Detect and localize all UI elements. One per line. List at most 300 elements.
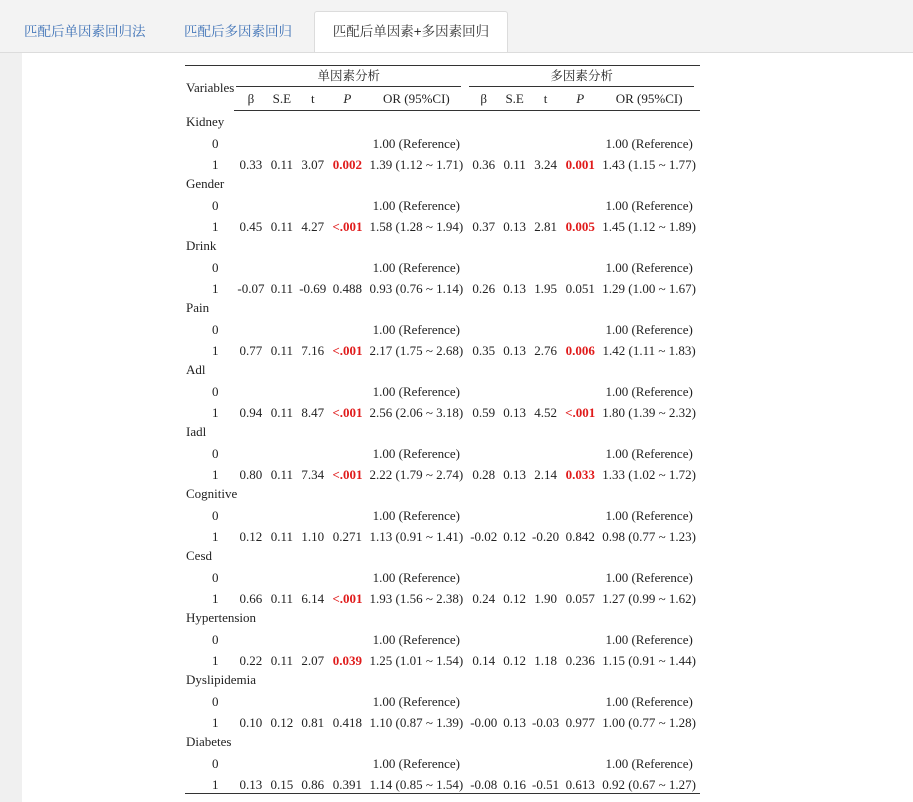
se-univariate: 0.11 <box>270 281 293 296</box>
p-value-multivariate: <.001 <box>565 405 596 420</box>
level-row <box>185 710 700 732</box>
empty-cell <box>467 192 500 214</box>
level-row <box>185 214 700 236</box>
or-ci-univariate: 1.39 (1.12 ~ 1.71) <box>369 157 464 172</box>
empty-cell <box>500 254 529 276</box>
empty-cell <box>267 626 296 648</box>
t-univariate: 8.47 <box>301 405 325 420</box>
beta-univariate: 0.10 <box>239 715 263 730</box>
or-ci-univariate: 2.22 (1.79 ~ 2.74) <box>369 467 464 482</box>
level-label: 0 <box>212 445 219 461</box>
tab-uni-plus-multivariate[interactable]: 匹配后单因素+多因素回归 <box>314 11 508 54</box>
or-ci-multivariate: 1.00 (Reference) <box>605 631 693 647</box>
beta-univariate: 0.13 <box>234 772 267 794</box>
empty-cell <box>467 750 500 772</box>
level-label: 0 <box>212 321 219 337</box>
empty-cell <box>329 440 365 462</box>
se-univariate: 0.11 <box>270 467 293 482</box>
reference-level-row <box>185 316 700 338</box>
empty-cell <box>467 316 500 338</box>
empty-cell <box>296 440 329 462</box>
level-label: 1 <box>212 529 219 544</box>
empty-cell <box>267 564 296 586</box>
empty-cell <box>562 316 598 338</box>
empty-cell <box>529 378 562 400</box>
reference-level-row <box>185 750 700 772</box>
or-ci-multivariate: 1.43 (1.15 ~ 1.77) <box>602 157 696 172</box>
or-ci-univariate: 1.25 (1.01 ~ 1.54) <box>369 653 464 668</box>
t-univariate: 1.10 <box>301 529 325 544</box>
univariate-group-label: 单因素分析 <box>236 68 461 87</box>
empty-cell <box>234 564 267 586</box>
empty-cell <box>267 254 296 276</box>
empty-cell <box>500 192 529 214</box>
empty-cell <box>529 192 562 214</box>
or-ci-univariate: 0.93 (0.76 ~ 1.14) <box>369 281 464 296</box>
or-ci-multivariate: 1.29 (1.00 ~ 1.67) <box>602 281 696 296</box>
variable-row <box>185 235 700 254</box>
empty-cell <box>234 192 267 214</box>
variable-name: Pain <box>186 300 210 315</box>
empty-cell <box>500 750 529 772</box>
column-header: t <box>296 88 329 111</box>
se-univariate: 0.11 <box>270 653 293 668</box>
or-ci-multivariate: 1.80 (1.39 ~ 2.32) <box>602 405 696 420</box>
or-ci-univariate: 1.00 (Reference) <box>372 321 460 337</box>
or-ci-multivariate: 1.42 (1.11 ~ 1.83) <box>602 343 696 358</box>
or-ci-univariate: 1.00 (Reference) <box>372 259 460 275</box>
empty-cell <box>467 254 500 276</box>
empty-cell <box>529 130 562 152</box>
level-label: 0 <box>212 197 219 213</box>
empty-cell <box>562 378 598 400</box>
se-multivariate: 0.13 <box>503 281 527 296</box>
variable-row <box>185 669 700 688</box>
level-label: 0 <box>212 631 219 647</box>
beta-multivariate: 0.36 <box>472 157 496 172</box>
column-header: β <box>234 88 267 111</box>
t-univariate: 4.27 <box>301 219 325 234</box>
se-multivariate: 0.13 <box>503 219 527 234</box>
tab-multivariate-after-matching[interactable]: 匹配后多因素回归 <box>184 24 292 39</box>
level-row <box>185 772 700 794</box>
level-label: 0 <box>212 755 219 771</box>
empty-cell <box>267 378 296 400</box>
or-ci-multivariate: 1.00 (Reference) <box>605 259 693 275</box>
se-univariate: 0.12 <box>270 715 294 730</box>
empty-cell <box>562 564 598 586</box>
p-value-univariate: <.001 <box>332 591 363 606</box>
column-header: P <box>562 88 598 111</box>
t-univariate: 6.14 <box>301 591 325 606</box>
empty-cell <box>234 440 267 462</box>
beta-univariate: 0.22 <box>239 653 263 668</box>
level-label: 1 <box>212 157 219 172</box>
empty-cell <box>329 626 365 648</box>
p-value-multivariate: 0.005 <box>565 219 595 234</box>
or-ci-multivariate: 1.00 (Reference) <box>605 755 693 771</box>
or-ci-univariate: 1.00 (Reference) <box>372 383 460 399</box>
variable-name: Cognitive <box>186 486 238 501</box>
empty-cell <box>296 750 329 772</box>
empty-cell <box>467 378 500 400</box>
level-label: 0 <box>212 507 219 523</box>
or-ci-univariate: 1.00 (Reference) <box>372 445 460 461</box>
empty-cell <box>529 688 562 710</box>
empty-cell <box>500 440 529 462</box>
empty-cell <box>529 750 562 772</box>
empty-cell <box>329 316 365 338</box>
beta-univariate: 0.66 <box>239 591 263 606</box>
empty-cell <box>296 626 329 648</box>
se-univariate: 0.11 <box>270 157 293 172</box>
p-value-univariate: 0.488 <box>332 281 363 296</box>
variable-row <box>185 359 700 378</box>
or-ci-multivariate: 1.00 (Reference) <box>605 197 693 213</box>
empty-cell <box>329 564 365 586</box>
empty-cell <box>562 254 598 276</box>
or-ci-multivariate: 0.98 (0.77 ~ 1.23) <box>602 529 696 544</box>
se-univariate: 0.11 <box>270 405 293 420</box>
level-label: 0 <box>212 259 219 275</box>
empty-cell <box>329 378 365 400</box>
column-subheader-row <box>185 88 700 111</box>
beta-multivariate: 0.26 <box>472 281 496 296</box>
table-body <box>185 111 700 794</box>
beta-univariate: 0.33 <box>239 157 263 172</box>
empty-cell <box>467 130 500 152</box>
empty-cell <box>234 626 267 648</box>
empty-cell <box>467 688 500 710</box>
se-univariate: 0.11 <box>270 529 293 544</box>
variable-name: Hypertension <box>186 610 257 625</box>
p-value-multivariate: 0.033 <box>565 467 595 482</box>
t-multivariate: 1.95 <box>534 281 557 296</box>
or-ci-univariate: 2.17 (1.75 ~ 2.68) <box>369 343 464 358</box>
variable-row <box>185 545 700 564</box>
p-value-univariate: <.001 <box>332 343 363 358</box>
empty-cell <box>562 502 598 524</box>
beta-univariate: 0.12 <box>239 529 263 544</box>
empty-cell <box>234 316 267 338</box>
empty-cell <box>467 564 500 586</box>
empty-cell <box>267 750 296 772</box>
or-ci-multivariate: 1.00 (Reference) <box>605 445 693 461</box>
empty-cell <box>267 440 296 462</box>
level-label: 1 <box>212 467 219 482</box>
t-multivariate: -0.20 <box>532 529 560 544</box>
empty-cell <box>500 626 529 648</box>
or-ci-multivariate: 1.00 (Reference) <box>605 383 693 399</box>
t-multivariate: 2.14 <box>534 467 557 482</box>
t-multivariate: 1.90 <box>534 591 557 606</box>
beta-multivariate: 0.24 <box>472 591 496 606</box>
level-row <box>185 400 700 422</box>
se-univariate: 0.15 <box>267 772 296 794</box>
empty-cell <box>529 440 562 462</box>
empty-cell <box>500 130 529 152</box>
p-value-univariate: 0.002 <box>332 157 363 172</box>
empty-cell <box>500 316 529 338</box>
p-value-univariate: <.001 <box>332 467 363 482</box>
beta-univariate: 0.80 <box>239 467 263 482</box>
level-row <box>185 524 700 546</box>
variable-name: Cesd <box>186 548 212 563</box>
level-label: 1 <box>212 653 219 668</box>
se-multivariate: 0.13 <box>503 467 527 482</box>
variable-row <box>185 607 700 626</box>
column-header: β <box>467 88 500 111</box>
beta-univariate: -0.07 <box>237 281 265 296</box>
empty-cell <box>329 130 365 152</box>
or-ci-univariate: 1.00 (Reference) <box>372 507 460 523</box>
level-label: 0 <box>212 693 219 709</box>
t-multivariate: -0.03 <box>532 715 560 730</box>
or-ci-univariate: 1.00 (Reference) <box>372 755 460 771</box>
variable-name: Dyslipidemia <box>186 672 257 687</box>
or-ci-univariate: 1.13 (0.91 ~ 1.41) <box>369 529 464 544</box>
empty-cell <box>329 750 365 772</box>
variable-row <box>185 173 700 192</box>
empty-cell <box>267 688 296 710</box>
p-value-multivariate: 0.051 <box>565 281 595 296</box>
or-ci-multivariate: 1.15 (0.91 ~ 1.44) <box>602 653 696 668</box>
level-label: 1 <box>212 343 219 358</box>
or-ci-multivariate: 1.45 (1.12 ~ 1.89) <box>602 219 696 234</box>
variable-row <box>185 731 700 750</box>
empty-cell <box>529 564 562 586</box>
t-univariate: 0.86 <box>296 772 329 794</box>
or-ci-multivariate: 1.00 (Reference) <box>605 693 693 709</box>
variable-name: Kidney <box>186 114 225 129</box>
t-multivariate: -0.51 <box>529 772 562 794</box>
p-value-multivariate: 0.236 <box>565 653 595 668</box>
or-ci-multivariate: 1.00 (Reference) <box>605 135 693 151</box>
se-multivariate: 0.12 <box>503 529 527 544</box>
p-value-univariate: 0.271 <box>332 529 363 544</box>
multivariate-group-label: 多因素分析 <box>469 68 694 87</box>
regression-results-table <box>185 65 700 794</box>
variable-row <box>185 297 700 316</box>
level-label: 0 <box>212 383 219 399</box>
column-header: P <box>329 88 365 111</box>
p-value-univariate: 0.391 <box>329 772 365 794</box>
empty-cell <box>234 254 267 276</box>
level-row <box>185 152 700 174</box>
reference-level-row <box>185 626 700 648</box>
empty-cell <box>234 378 267 400</box>
variable-row <box>185 421 700 440</box>
variable-name: Adl <box>186 362 206 377</box>
or-ci-univariate: 1.10 (0.87 ~ 1.39) <box>369 715 464 730</box>
level-row <box>185 586 700 608</box>
level-row <box>185 338 700 360</box>
left-gutter <box>0 53 22 802</box>
beta-multivariate: -0.02 <box>470 529 498 544</box>
se-multivariate: 0.13 <box>503 715 527 730</box>
level-label: 1 <box>185 772 234 794</box>
level-label: 1 <box>212 219 219 234</box>
empty-cell <box>500 688 529 710</box>
p-value-multivariate: 0.613 <box>562 772 598 794</box>
variable-name: Iadl <box>186 424 207 439</box>
empty-cell <box>467 626 500 648</box>
empty-cell <box>267 130 296 152</box>
multivariate-group-header <box>467 66 700 89</box>
empty-cell <box>234 750 267 772</box>
p-value-multivariate: 0.001 <box>565 157 595 172</box>
se-multivariate: 0.12 <box>503 591 527 606</box>
beta-multivariate: 0.28 <box>472 467 496 482</box>
empty-cell <box>296 192 329 214</box>
empty-cell <box>529 502 562 524</box>
tab-univariate-after-matching[interactable]: 匹配后单因素回归法 <box>24 24 146 39</box>
level-label: 0 <box>212 569 219 585</box>
se-multivariate: 0.12 <box>503 653 527 668</box>
t-multivariate: 1.18 <box>534 653 557 668</box>
empty-cell <box>234 688 267 710</box>
empty-cell <box>562 130 598 152</box>
reference-level-row <box>185 564 700 586</box>
variable-name: Gender <box>186 176 225 191</box>
univariate-group-header <box>234 66 467 89</box>
beta-multivariate: -0.00 <box>470 715 498 730</box>
level-row <box>185 462 700 484</box>
empty-cell <box>500 378 529 400</box>
empty-cell <box>329 254 365 276</box>
p-value-univariate: 0.418 <box>332 715 363 730</box>
beta-multivariate: 0.37 <box>472 219 496 234</box>
t-multivariate: 2.81 <box>534 219 557 234</box>
or-ci-multivariate: 1.00 (0.77 ~ 1.28) <box>602 715 696 730</box>
se-multivariate: 0.11 <box>503 157 526 172</box>
or-ci-univariate: 2.56 (2.06 ~ 3.18) <box>369 405 464 420</box>
reference-level-row <box>185 502 700 524</box>
or-ci-univariate: 1.14 (0.85 ~ 1.54) <box>365 772 467 794</box>
t-multivariate: 4.52 <box>534 405 557 420</box>
empty-cell <box>329 192 365 214</box>
empty-cell <box>500 564 529 586</box>
reference-level-row <box>185 130 700 152</box>
empty-cell <box>296 254 329 276</box>
empty-cell <box>562 688 598 710</box>
reference-level-row <box>185 254 700 276</box>
reference-level-row <box>185 378 700 400</box>
variable-name: Drink <box>186 238 217 253</box>
p-value-univariate: <.001 <box>332 405 363 420</box>
t-univariate: 2.07 <box>301 653 325 668</box>
empty-cell <box>234 130 267 152</box>
empty-cell <box>529 316 562 338</box>
or-ci-univariate: 1.00 (Reference) <box>372 631 460 647</box>
empty-cell <box>296 316 329 338</box>
reference-level-row <box>185 688 700 710</box>
t-univariate: 0.81 <box>301 715 325 730</box>
empty-cell <box>562 440 598 462</box>
empty-cell <box>234 502 267 524</box>
empty-cell <box>562 192 598 214</box>
t-multivariate: 3.24 <box>534 157 557 172</box>
empty-cell <box>500 502 529 524</box>
variable-name: Diabetes <box>186 734 232 749</box>
or-ci-multivariate: 1.00 (Reference) <box>605 569 693 585</box>
se-multivariate: 0.13 <box>503 343 527 358</box>
empty-cell <box>529 254 562 276</box>
or-ci-multivariate: 1.00 (Reference) <box>605 507 693 523</box>
or-ci-univariate: 1.58 (1.28 ~ 1.94) <box>369 219 464 234</box>
se-univariate: 0.11 <box>270 591 293 606</box>
beta-univariate: 0.77 <box>239 343 263 358</box>
empty-cell <box>296 688 329 710</box>
level-label: 1 <box>212 405 219 420</box>
level-label: 1 <box>212 591 219 606</box>
variable-row <box>185 483 700 502</box>
reference-level-row <box>185 192 700 214</box>
beta-univariate: 0.45 <box>239 219 263 234</box>
empty-cell <box>529 626 562 648</box>
level-label: 1 <box>212 715 219 730</box>
or-ci-univariate: 1.93 (1.56 ~ 2.38) <box>369 591 464 606</box>
or-ci-multivariate: 1.00 (Reference) <box>605 321 693 337</box>
level-row <box>185 648 700 670</box>
column-header: OR (95%CI) <box>598 88 700 111</box>
p-value-univariate: 0.039 <box>332 653 363 668</box>
or-ci-multivariate: 1.27 (0.99 ~ 1.62) <box>602 591 696 606</box>
column-header: OR (95%CI) <box>365 88 467 111</box>
t-univariate: -0.69 <box>299 281 327 296</box>
se-univariate: 0.11 <box>270 343 293 358</box>
t-multivariate: 2.76 <box>534 343 557 358</box>
t-univariate: 3.07 <box>301 157 325 172</box>
se-univariate: 0.11 <box>270 219 293 234</box>
empty-cell <box>329 688 365 710</box>
empty-cell <box>267 316 296 338</box>
level-label: 1 <box>212 281 219 296</box>
empty-cell <box>296 502 329 524</box>
empty-cell <box>562 750 598 772</box>
beta-multivariate: 0.35 <box>472 343 496 358</box>
empty-cell <box>562 626 598 648</box>
beta-univariate: 0.94 <box>239 405 263 420</box>
or-ci-univariate: 1.00 (Reference) <box>372 197 460 213</box>
reference-level-row <box>185 440 700 462</box>
or-ci-multivariate: 1.33 (1.02 ~ 1.72) <box>602 467 696 482</box>
or-ci-univariate: 1.00 (Reference) <box>372 135 460 151</box>
or-ci-multivariate: 0.92 (0.67 ~ 1.27) <box>598 772 700 794</box>
variables-header: Variables <box>185 66 234 111</box>
p-value-univariate: <.001 <box>332 219 363 234</box>
variable-row <box>185 111 700 131</box>
t-univariate: 7.34 <box>301 467 325 482</box>
p-value-multivariate: 0.006 <box>565 343 595 358</box>
empty-cell <box>296 378 329 400</box>
column-header: S.E <box>500 88 529 111</box>
column-header: t <box>529 88 562 111</box>
beta-multivariate: 0.14 <box>472 653 496 668</box>
empty-cell <box>467 440 500 462</box>
p-value-multivariate: 0.842 <box>565 529 595 544</box>
beta-multivariate: 0.59 <box>472 405 496 420</box>
column-header: S.E <box>267 88 296 111</box>
tab-bar <box>0 0 913 52</box>
empty-cell <box>329 502 365 524</box>
se-multivariate: 0.13 <box>503 405 527 420</box>
p-value-multivariate: 0.057 <box>565 591 595 606</box>
beta-multivariate: -0.08 <box>467 772 500 794</box>
or-ci-univariate: 1.00 (Reference) <box>372 569 460 585</box>
empty-cell <box>267 502 296 524</box>
or-ci-univariate: 1.00 (Reference) <box>372 693 460 709</box>
